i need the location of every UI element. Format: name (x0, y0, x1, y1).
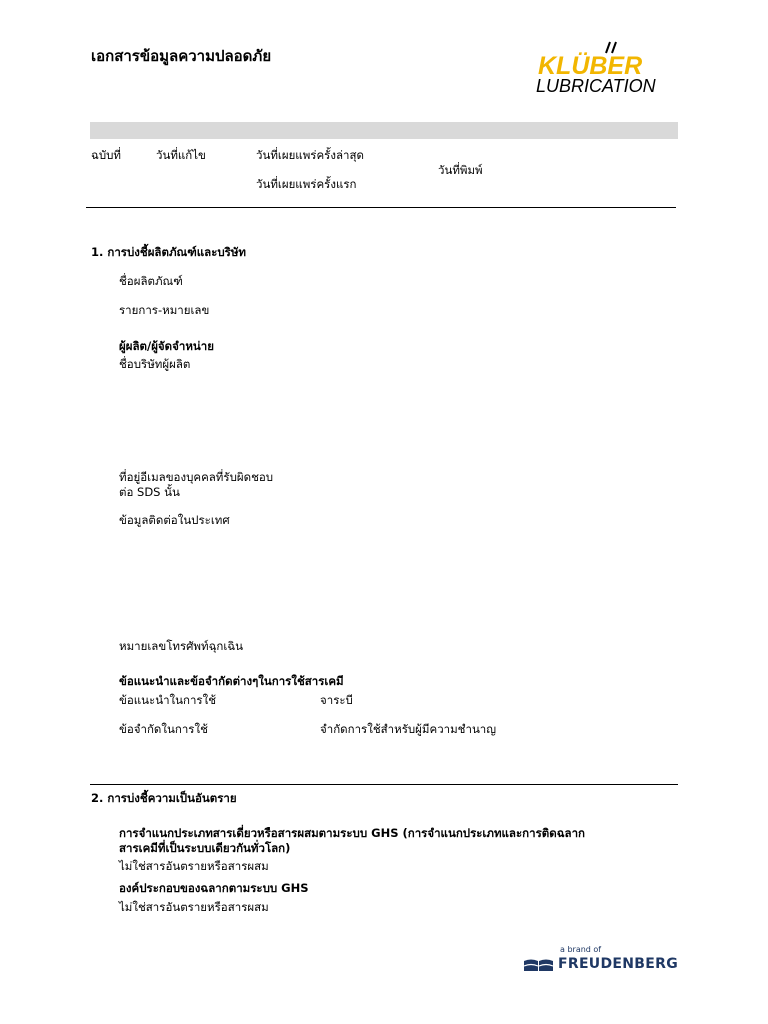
header-divider (86, 207, 676, 208)
print-date-label: วันที่พิมพ์ (438, 163, 483, 177)
manufacturer-heading: ผู้ผลิต/ผู้จัดจำหน่าย (119, 339, 214, 353)
company-name-label: ชื่อบริษัทผู้ผลิต (119, 357, 191, 371)
freudenberg-wordmark: FREUDENBERG (558, 956, 678, 972)
freudenberg-wave-icon (524, 958, 554, 972)
first-issue-label: วันที่เผยแพร่ครั้งแรก (256, 177, 357, 191)
document-title: เอกสารข้อมูลความปลอดภัย (91, 47, 272, 65)
last-issue-label: วันที่เผยแพร่ครั้งล่าสุด (256, 148, 364, 162)
logo-kluber-word: KLÜBER (538, 52, 643, 80)
brand-of-text: a brand of (560, 945, 602, 954)
usage-heading: ข้อแนะนำและข้อจำกัดต่างๆในการใช้สารเคมี (119, 674, 344, 688)
ghs-label-elements-heading: องค์ประกอบของฉลากตามระบบ GHS (119, 881, 309, 895)
emergency-phone-label: หมายเลขโทรศัพท์ฉุกเฉิน (119, 639, 244, 653)
ghs-classification-value: ไม่ใช่สารอันตรายหรือสารผสม (119, 859, 269, 873)
ghs-label-elements-value: ไม่ใช่สารอันตรายหรือสารผสม (119, 900, 269, 914)
recommended-use-label: ข้อแนะนำในการใช้ (119, 693, 217, 707)
revision-date-label: วันที่แก้ไข (156, 148, 206, 162)
kluber-lubrication-logo (528, 40, 693, 100)
email-label-line1: ที่อยู่อีเมลของบุคคลที่รับผิดชอบ (119, 470, 274, 484)
freudenberg-logo (522, 945, 682, 975)
section-2-heading: 2. การบ่งชี้ความเป็นอันตราย (91, 791, 237, 805)
email-label-line2: ต่อ SDS นั้น (119, 485, 180, 499)
ghs-classification-heading-line2: สารเคมีที่เป็นระบบเดียวกันทั่วโลก) (119, 841, 291, 855)
recommended-use-value: จาระบี (320, 693, 353, 707)
item-number-label: รายการ-หมายเลข (119, 303, 210, 317)
restriction-label: ข้อจำกัดในการใช้ (119, 722, 208, 736)
product-name-label: ชื่อผลิตภัณฑ์ (119, 274, 183, 288)
logo-lubrication-word: LUBRICATION (536, 76, 656, 96)
section-divider (90, 784, 678, 785)
section-1-heading: 1. การบ่งชี้ผลิตภัณฑ์และบริษัท (91, 245, 247, 259)
version-label: ฉบับที่ (91, 148, 122, 162)
local-contact-label: ข้อมูลติดต่อในประเทศ (119, 513, 230, 527)
restriction-value: จำกัดการใช้สำหรับผู้มีความชำนาญ (320, 722, 497, 736)
ghs-classification-heading-line1: การจำแนกประเภทสารเดี่ยวหรือสารผสมตามระบบ GHS (การจำแนกประเภทและการติดฉลาก (119, 826, 585, 840)
header-band (90, 122, 678, 139)
